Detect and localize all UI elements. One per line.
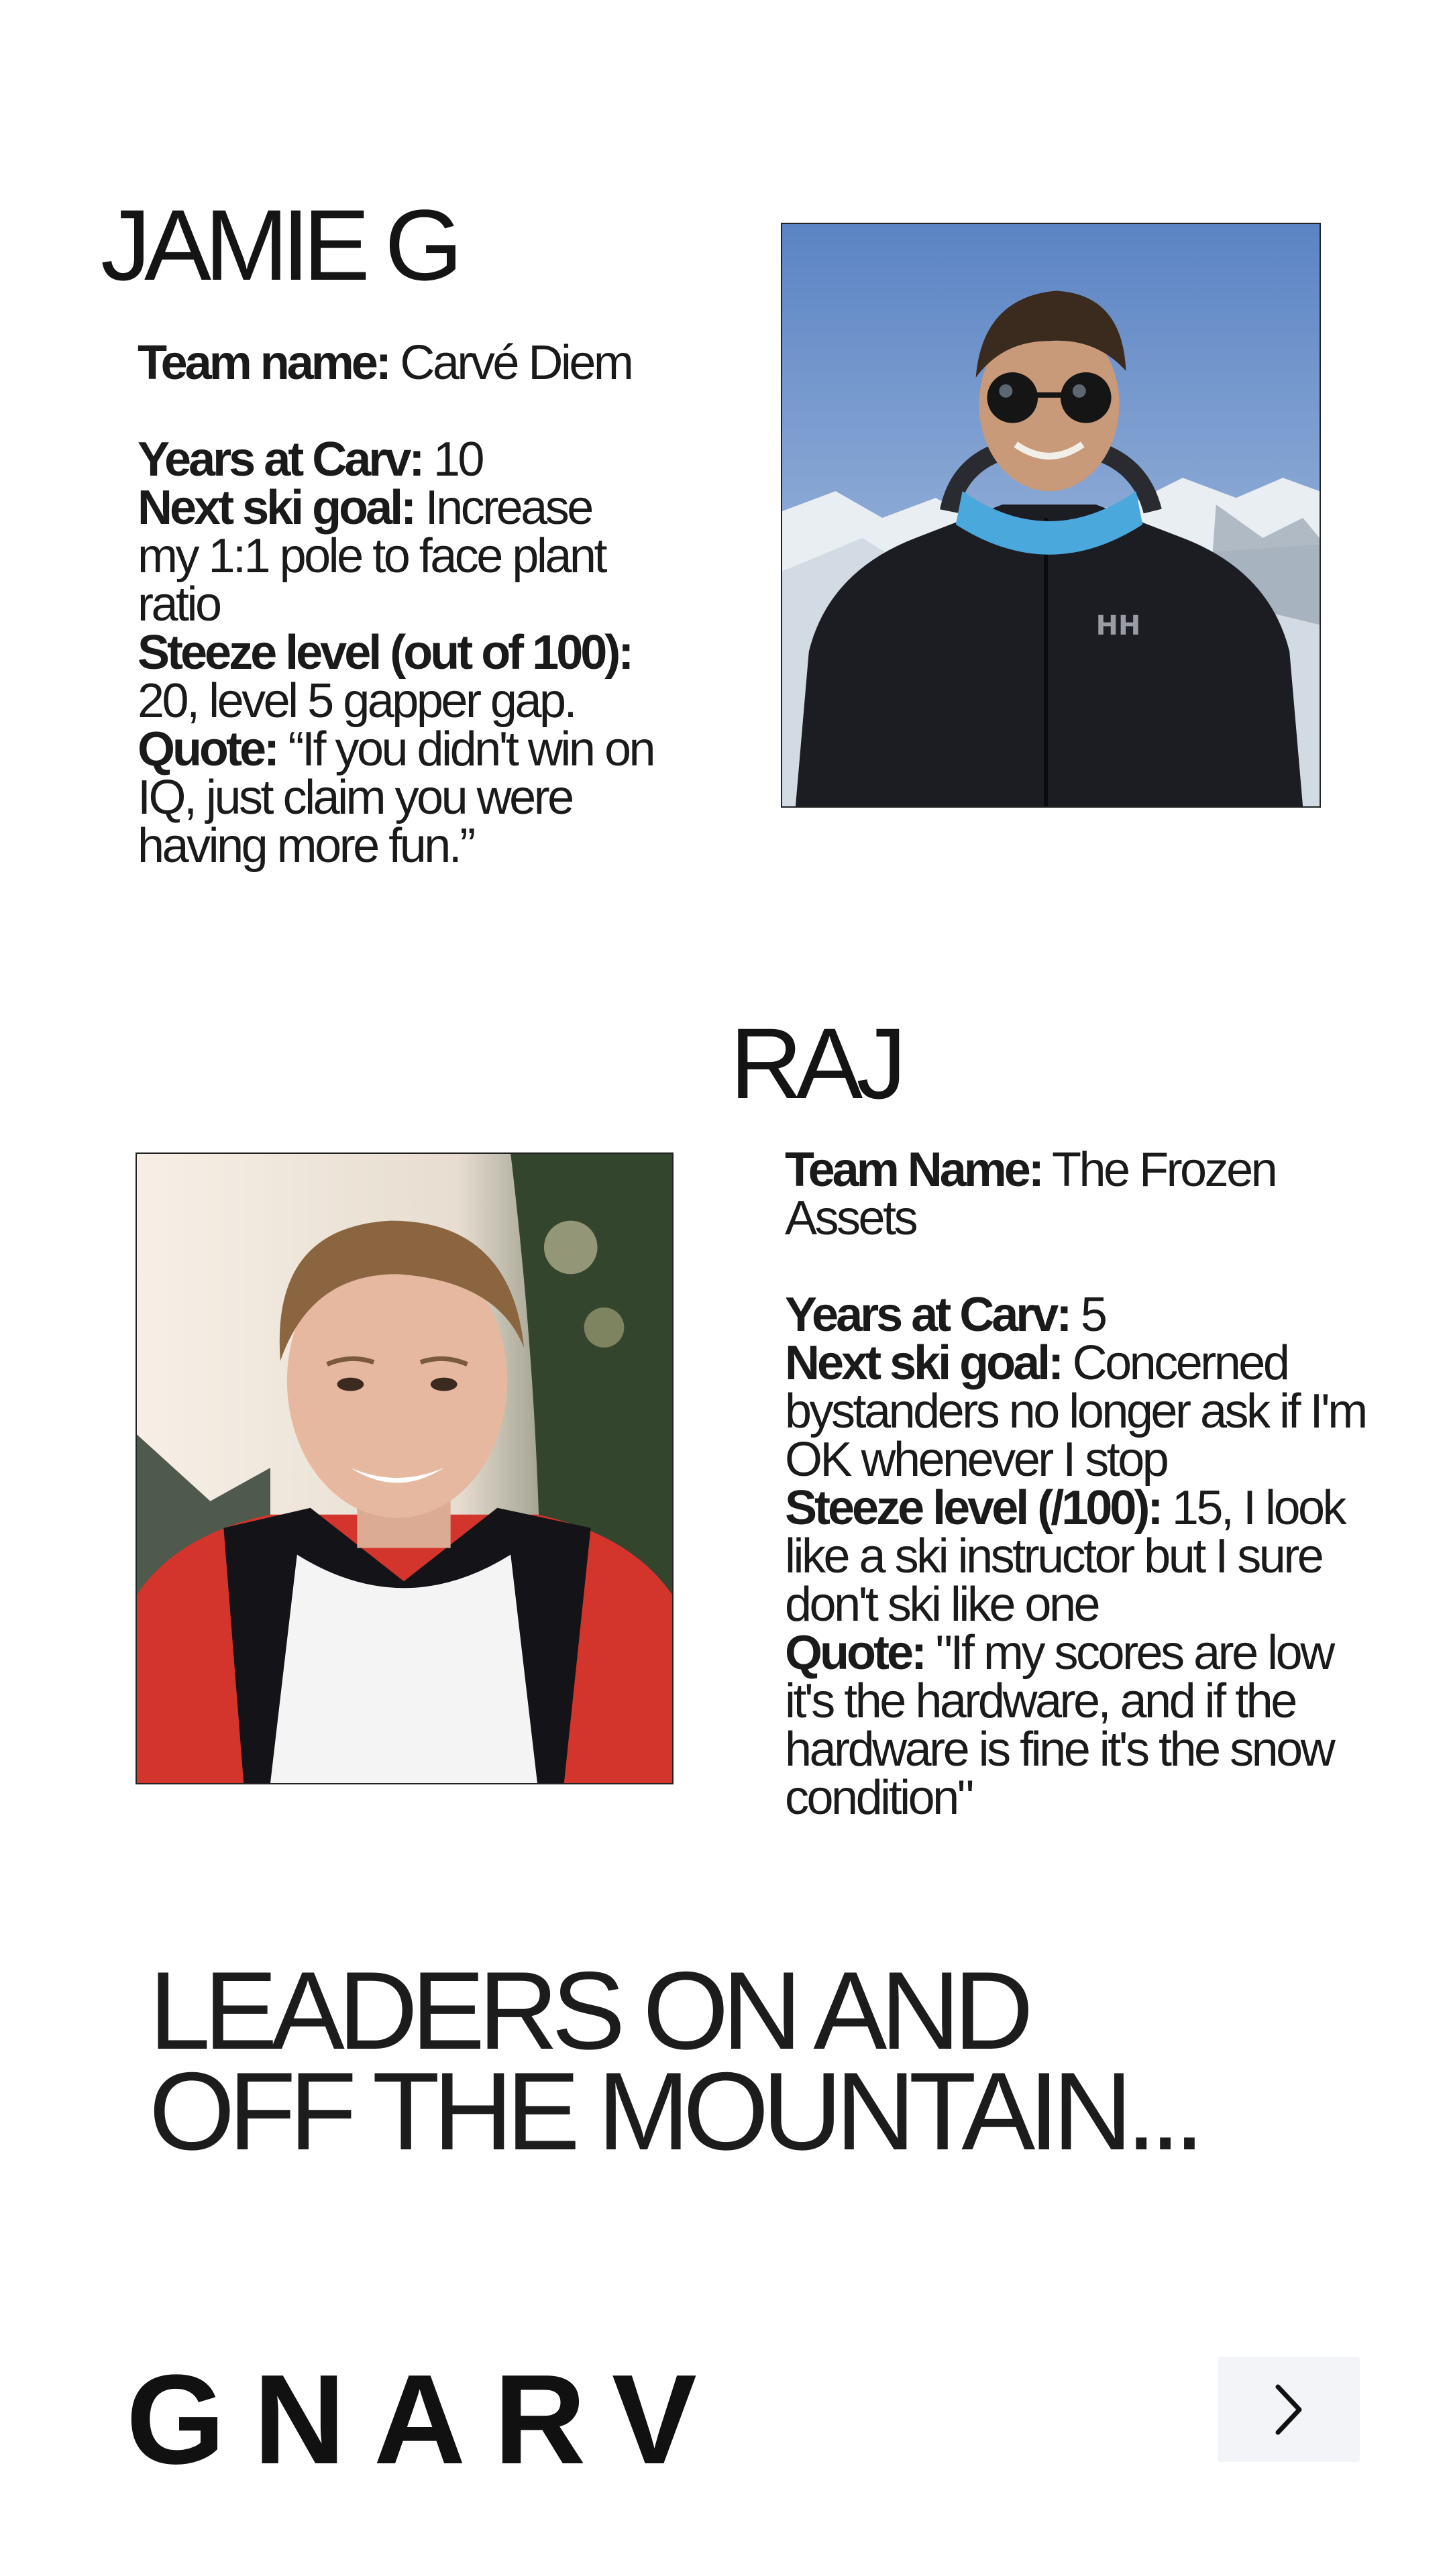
years-line: Years at Carv: 5 (785, 1288, 1106, 1342)
svg-text:HH: HH (1095, 610, 1141, 642)
profile-photo-raj (136, 1152, 674, 1784)
next-button[interactable] (1218, 2357, 1360, 2462)
tagline-heading: LEADERS ON AND OFF THE MOUNTAIN... (149, 1949, 1198, 2173)
goal-line: Next ski goal: Concerned bystanders no longer ask if I'm OK whenever I stop (785, 1336, 1366, 1487)
profile-bio-raj (785, 1143, 1375, 1825)
goal-line: Next ski goal: Increase my 1:1 pole to face plant ratio (138, 481, 605, 631)
quote-line: Quote: “If you didn't win on IQ, just claim you were having more fun.” (138, 722, 654, 873)
quote-line: Quote: "If my scores are low it's the hardware, and if the hardware is fine it's the snow condition" (785, 1626, 1334, 1825)
person-photo-sunglasses-mountains-icon (782, 224, 1320, 806)
person-photo-red-jacket-forest-icon (137, 1154, 672, 1783)
team-line: Team name: Carvé Diem (138, 336, 632, 390)
profile-bio-jamie (138, 336, 674, 873)
profile-photo-jamie (781, 223, 1321, 808)
steeze-line: Steeze level (out of 100): 20, level 5 gapper gap. (138, 626, 632, 728)
profile-name-raj: RAJ (730, 1007, 900, 1120)
brand-logo: GNARV (126, 2349, 725, 2491)
chevron-right-icon (1269, 2383, 1309, 2436)
years-line: Years at Carv: 10 (138, 433, 482, 486)
team-line: Team Name: The Frozen Assets (785, 1143, 1276, 1245)
profile-name-jamie: JAMIE G (101, 189, 457, 301)
steeze-line: Steeze level (/100): 15, I look like a ski instructor but I sure don't ski like one (785, 1481, 1345, 1631)
